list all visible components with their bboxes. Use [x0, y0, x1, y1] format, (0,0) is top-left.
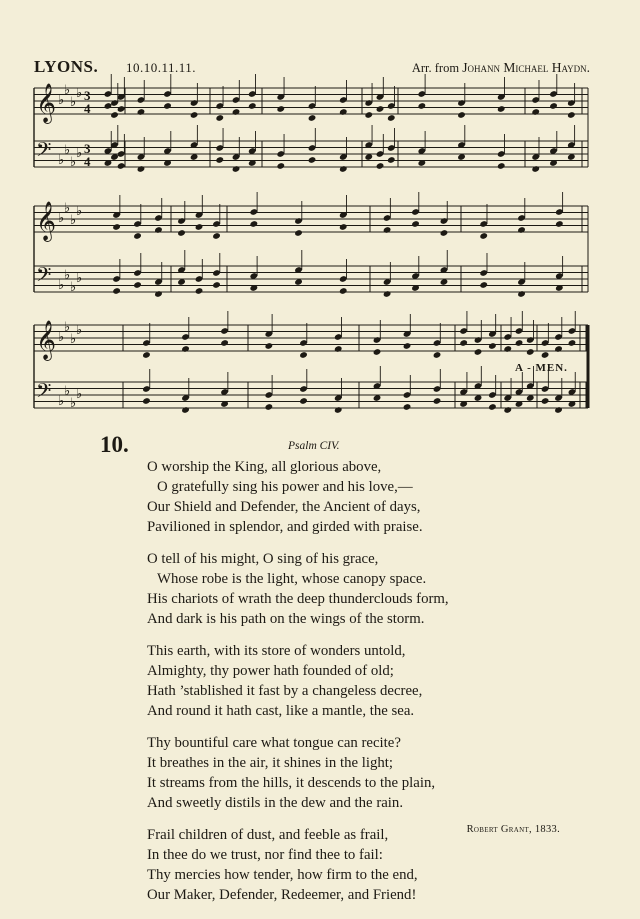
- bass-clef-icon: 𝄢: [36, 379, 52, 407]
- notehead: [531, 108, 540, 116]
- verse-line: Whose robe is the light, whose canopy space.: [157, 571, 427, 587]
- notehead: [265, 342, 274, 350]
- notehead: [294, 229, 303, 237]
- verse-line: And dark is his path on the wings of the storm.: [147, 611, 425, 627]
- notehead: [479, 232, 488, 240]
- flat-icon: ♭: [76, 203, 83, 218]
- notehead: [373, 348, 382, 356]
- notehead: [137, 165, 146, 173]
- flat-icon: ♭: [58, 152, 65, 167]
- flat-icon: ♭: [58, 329, 65, 344]
- notehead: [474, 348, 483, 356]
- notehead: [403, 403, 412, 411]
- notehead: [215, 114, 224, 122]
- notehead: [177, 229, 186, 237]
- flat-icon: ♭: [64, 267, 71, 282]
- time-signature-top: 3: [84, 141, 91, 156]
- verse-line: O gratefully sing his power and his love,—: [157, 479, 413, 495]
- notehead: [163, 102, 172, 110]
- notehead: [418, 102, 427, 110]
- notehead: [142, 351, 151, 359]
- arranger-name: Johann Michael Haydn.: [462, 60, 590, 75]
- verse-line: This earth, with its store of wonders untold,: [147, 643, 406, 659]
- notehead: [488, 403, 497, 411]
- notehead: [376, 105, 385, 113]
- verse-line: And sweetly distils in the dew and the rain.: [147, 795, 404, 811]
- time-signature-top: 3: [84, 88, 91, 103]
- verse-line: Frail children of dust, and feeble as frail,: [147, 827, 389, 843]
- notehead: [568, 339, 577, 347]
- notehead: [554, 406, 563, 414]
- notehead: [117, 105, 126, 113]
- treble-clef-icon: 𝄞: [36, 320, 57, 360]
- treble-clef-icon: 𝄞: [36, 83, 57, 123]
- notehead: [195, 223, 204, 231]
- notehead: [142, 397, 151, 405]
- arranger-prefix: Arr. from: [411, 61, 460, 75]
- verse-line: O worship the King, all glorious above,: [147, 459, 382, 475]
- hymn-number: 10.: [100, 432, 129, 457]
- flat-icon: ♭: [58, 393, 65, 408]
- flat-icon: ♭: [58, 277, 65, 292]
- notehead: [479, 281, 488, 289]
- flat-icon: ♭: [70, 331, 77, 346]
- flat-icon: ♭: [64, 383, 71, 398]
- notehead: [250, 220, 259, 228]
- flat-icon: ♭: [64, 82, 71, 97]
- time-signature-bottom: 4: [84, 154, 91, 169]
- notehead: [339, 108, 348, 116]
- notehead: [517, 226, 526, 234]
- bass-clef-icon: 𝄢: [36, 263, 52, 291]
- notehead: [387, 114, 396, 122]
- verse-line: It streams from the hills, it descends to the plain,: [147, 775, 436, 791]
- flat-icon: ♭: [64, 200, 71, 215]
- notehead: [154, 226, 163, 234]
- notehead: [497, 162, 506, 170]
- flat-icon: ♭: [70, 154, 77, 169]
- verse-line: Our Maker, Defender, Redeemer, and Friend!: [147, 887, 417, 903]
- notehead: [383, 290, 392, 298]
- flat-icon: ♭: [76, 322, 83, 337]
- verse-line: Pavilioned in splendor, and girded with praise.: [147, 519, 423, 535]
- stanza-2: [147, 549, 567, 629]
- notehead: [541, 351, 550, 359]
- notehead: [383, 226, 392, 234]
- notehead: [133, 281, 142, 289]
- flat-icon: ♭: [70, 212, 77, 227]
- time-signature-bottom: 4: [84, 101, 91, 116]
- verse-line: Hath ’stablished it fast by a changeless decree,: [147, 683, 423, 699]
- notehead: [387, 156, 396, 164]
- notehead: [334, 406, 343, 414]
- meter-signature-text: 10.10.11.11.: [126, 60, 197, 75]
- verse-line: Our Shield and Defender, the Ancient of days,: [147, 499, 421, 515]
- amen-label: A - MEN.: [515, 362, 568, 374]
- verse-line: His chariots of wrath the deep thunderclouds form,: [147, 591, 449, 607]
- notehead: [457, 111, 466, 119]
- notehead: [459, 339, 468, 347]
- bass-clef-icon: 𝄢: [36, 138, 52, 166]
- flat-icon: ♭: [76, 386, 83, 401]
- notehead: [433, 397, 442, 405]
- notehead: [339, 165, 348, 173]
- stanza-3: [147, 641, 567, 721]
- notehead: [488, 342, 497, 350]
- notehead: [541, 397, 550, 405]
- notehead: [503, 406, 512, 414]
- notehead: [517, 290, 526, 298]
- notehead: [112, 287, 121, 295]
- notehead: [555, 220, 564, 228]
- notehead: [232, 108, 241, 116]
- notehead: [308, 156, 317, 164]
- notehead: [190, 111, 199, 119]
- flat-icon: ♭: [76, 85, 83, 100]
- flat-icon: ♭: [76, 270, 83, 285]
- verse-line: Thy bountiful care what tongue can recite?: [147, 735, 401, 751]
- notehead: [549, 102, 558, 110]
- notehead: [334, 345, 343, 353]
- flat-icon: ♭: [64, 142, 71, 157]
- flat-icon: ♭: [58, 210, 65, 225]
- flat-icon: ♭: [58, 92, 65, 107]
- notehead: [212, 281, 221, 289]
- notehead: [411, 220, 420, 228]
- notehead: [299, 351, 308, 359]
- notehead: [503, 345, 512, 353]
- notehead: [554, 345, 563, 353]
- notehead: [117, 162, 126, 170]
- flat-icon: ♭: [70, 395, 77, 410]
- notehead: [276, 105, 285, 113]
- notehead: [433, 351, 442, 359]
- flat-icon: ♭: [70, 94, 77, 109]
- notehead: [110, 111, 119, 119]
- notehead: [181, 406, 190, 414]
- notehead: [531, 165, 540, 173]
- notehead: [276, 162, 285, 170]
- notehead: [265, 403, 274, 411]
- flat-icon: ♭: [70, 279, 77, 294]
- notehead: [181, 345, 190, 353]
- notehead: [220, 339, 229, 347]
- stanza-5: [147, 825, 567, 905]
- notehead: [133, 232, 142, 240]
- tune-name: LYONS.: [34, 57, 99, 76]
- notehead: [339, 223, 348, 231]
- notehead: [440, 229, 449, 237]
- notehead: [154, 290, 163, 298]
- verse-line: O tell of his might, O sing of his grace,: [147, 551, 379, 567]
- notehead: [497, 105, 506, 113]
- notehead: [364, 111, 373, 119]
- verse-line: Thy mercies how tender, how firm to the end,: [147, 867, 418, 883]
- verse-line: It breathes in the air, it shines in the light;: [147, 755, 393, 771]
- notehead: [299, 397, 308, 405]
- verse-line: And round it hath cast, like a mantle, the sea.: [147, 703, 415, 719]
- notehead: [376, 162, 385, 170]
- notehead: [195, 287, 204, 295]
- verse-line: In thee do we trust, nor find thee to fail:: [147, 847, 383, 863]
- notehead: [308, 114, 317, 122]
- author-credit: Robert Grant, 1833.: [466, 824, 560, 835]
- notehead: [137, 108, 146, 116]
- notehead: [104, 102, 113, 110]
- scripture-source: Psalm CIV.: [288, 440, 340, 452]
- notehead: [248, 102, 257, 110]
- notehead: [215, 156, 224, 164]
- flat-icon: ♭: [76, 145, 83, 160]
- notehead: [567, 111, 576, 119]
- notehead: [212, 232, 221, 240]
- flat-icon: ♭: [64, 319, 71, 334]
- notehead: [515, 339, 524, 347]
- stanza-4: [147, 733, 567, 813]
- treble-clef-icon: 𝄞: [36, 201, 57, 241]
- hymn-text: [147, 457, 567, 917]
- notehead: [232, 165, 241, 173]
- notehead: [339, 287, 348, 295]
- notehead: [526, 348, 535, 356]
- notehead: [403, 342, 412, 350]
- notehead: [112, 223, 121, 231]
- stanza-1: [147, 457, 567, 537]
- verse-line: Almighty, thy power hath founded of old;: [147, 663, 394, 679]
